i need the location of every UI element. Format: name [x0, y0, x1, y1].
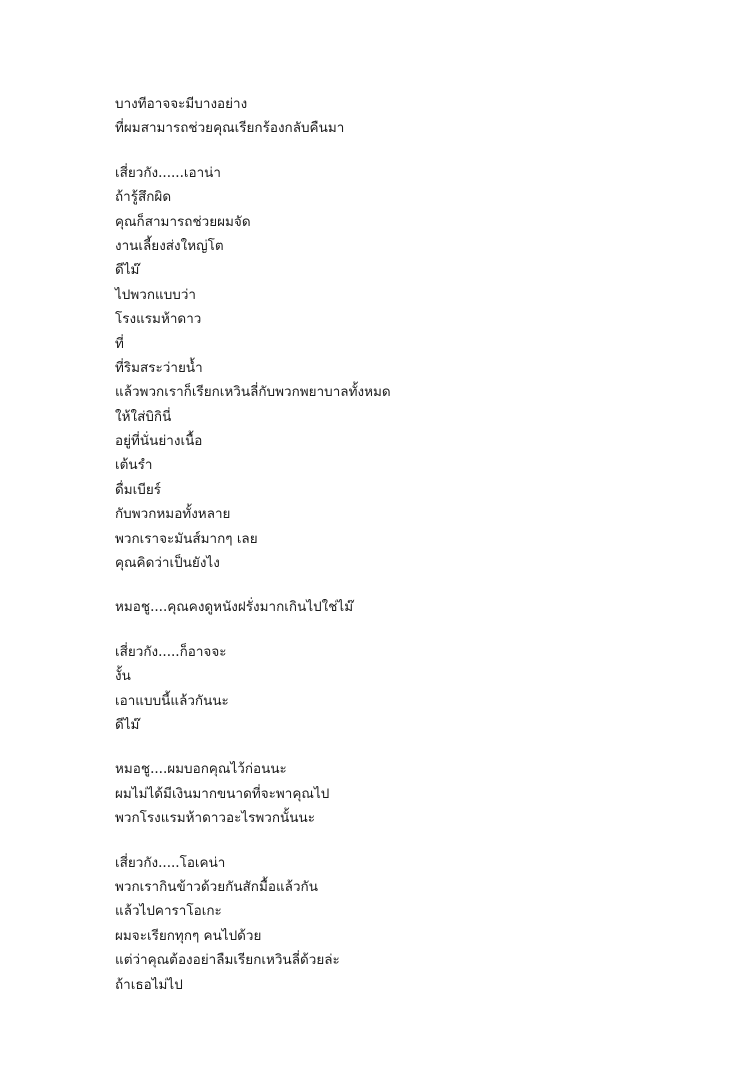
text-line: ให้ใส่บิกินี่	[115, 408, 172, 425]
text-line: ถ้าเธอไม่ไป	[115, 976, 183, 993]
text-line: แต่ว่าคุณต้องอย่าลืมเรียกเหวินลี่ด้วยล่ะ	[115, 952, 340, 969]
text-line: เสี่ยวกัง.....ก็อาจจะ	[115, 643, 227, 660]
text-line: ดีไม๊	[115, 716, 140, 733]
text-line: หมอชู....คุณคงดูหนังฝรั่งมากเกินไปใช่ไม๊	[115, 599, 354, 616]
text-line: ดีไม๊	[115, 262, 140, 279]
text-line: เต้นรำ	[115, 457, 153, 474]
text-line: คุณก็สามารถช่วยผมจัด	[115, 213, 251, 230]
text-line: ถ้ารู้สึกผิด	[115, 189, 172, 206]
text-line: ที่	[115, 335, 124, 352]
paragraph-4	[115, 640, 715, 738]
text-line: หมอชู....ผมบอกคุณไว้ก่อนนะ	[115, 761, 287, 778]
paragraph-5	[115, 757, 715, 830]
text-line: พวกเราจะมันส์มากๆ เลย	[115, 530, 258, 547]
text-line: แล้วไปคาราโอเกะ	[115, 903, 222, 920]
text-line: ผมไม่ได้มีเงินมากขนาดที่จะพาคุณไป	[115, 785, 330, 802]
text-line: พวกเรากินข้าวด้วยกันสักมื้อแล้วกัน	[115, 878, 318, 895]
text-line: ไปพวกแบบว่า	[115, 286, 197, 303]
paragraph-1	[115, 92, 715, 141]
text-line: บางทีอาจจะมีบางอย่าง	[115, 96, 248, 112]
text-line: เสี่ยวกัง......เอาน่า	[115, 164, 221, 181]
text-line: ดื่มเบียร์	[115, 481, 162, 498]
paragraph-6	[115, 851, 715, 997]
text-line: งั้น	[115, 668, 131, 685]
text-line: ผมจะเรียกทุกๆ คนไปด้วย	[115, 927, 262, 944]
document-body	[115, 92, 715, 1017]
text-line: คุณคิดว่าเป็นยังไง	[115, 555, 220, 572]
text-line: โรงแรมห้าดาว	[115, 311, 202, 328]
text-line: อยู่ที่นั่นย่างเนื้อ	[115, 433, 203, 450]
text-line: กับพวกหมอทั้งหลาย	[115, 506, 231, 523]
text-line: งานเลี้ยงส่งใหญ่โต	[115, 237, 224, 254]
paragraph-3	[115, 595, 715, 619]
text-line: แล้วพวกเราก็เรียกเหวินลี่กับพวกพยาบาลทั้งหมด	[115, 384, 391, 401]
text-line: ที่ผมสามารถช่วยคุณเรียกร้องกลับคืนมา	[115, 120, 345, 137]
text-line: พวกโรงแรมห้าดาวอะไรพวกนั้นนะ	[115, 810, 315, 827]
text-line: ที่ริมสระว่ายน้ำ	[115, 359, 203, 376]
text-line: เอาแบบนี้แล้วกันนะ	[115, 692, 229, 709]
paragraph-2	[115, 161, 715, 576]
text-line: เสี่ยวกัง.....โอเคน่า	[115, 854, 226, 871]
